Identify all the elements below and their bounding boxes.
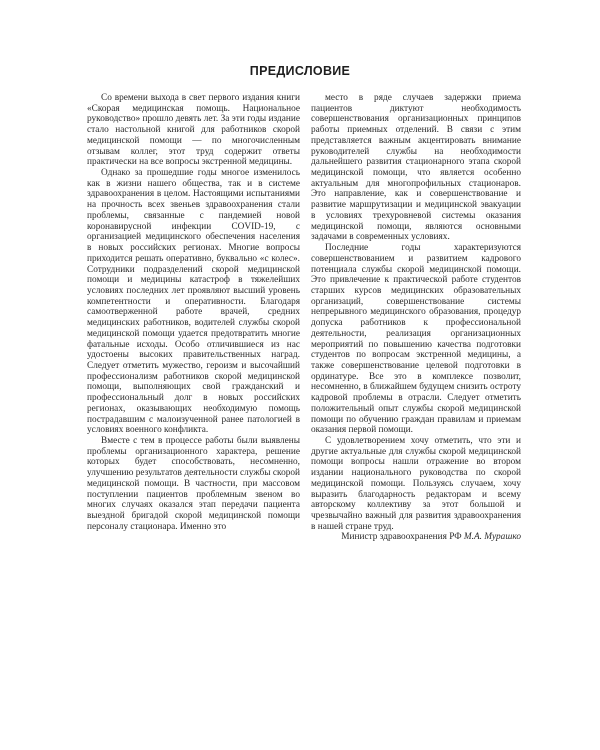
signature-name: М.А. Мурашко [463,532,521,543]
left-column [87,93,300,532]
page-title: ПРЕДИСЛОВИЕ [249,64,351,78]
paragraph: Со времени выхода в свет первого издания книги «Скорая медицинская помощь. Национальное руководство» прошло девять лет. За эти годы издание стало настольной книгой для работников скорой медицинской помощи — по многочисленным отзывам коллег, этот труд содержит ответы практически на все вопросы экстренной медицины. [87,93,300,168]
right-column [311,93,521,543]
paragraph: Однако за прошедшие годы многое изменилось как в жизни нашего общества, так и в системе здравоохранения в целом. Настоящими испытаниями на прочность всех звеньев здравоохранения стали проблемы, связанные с пандемией новой коронавирусной инфекции COVID-19, с организацией медицинского обеспечения населения в новых российских регионах. Многие вопросы приходится решать оперативно, буквально «с колес». Сотрудники подразделений скорой медицинской помощи и медицины катастроф в тяжелейших условиях последних лет проявляют высший уровень компетентности и оперативности. Благодаря самоотверженной работе врачей, средних медицинских работников, водителей службы скорой медицинской помощи удается предотвратить многие фатальные исходы. Особо отличившиеся из нас удостоены высоких правительственных наград. Следует отметить мужество, героизм и высочайший профессионализм работников скорой медицинской помощи, выполняющих свой гражданский и профессиональный долг в новых российских регионах, оказывающих необходимую помощь пострадавшим с малоизученной ранее патологией в условиях военного конфликта. [87,168,300,436]
paragraph: Последние годы характеризуются совершенствованием и развитием кадрового потенциала службы скорой медицинской помощи. Это привлечение к практической работе студентов старших курсов медицинских образовательных организаций, совершенствование системы непрерывного медицинского образования, процедур допуска работников к профессиональной деятельности, реализация организационных мероприятий по повышению качества подготовки студентов по вопросам экстренной медицины, а также совершенствование целевой подготовки в ординатуре. Все это в комплексе позволит, несомненно, в ближайшем будущем снизить остроту кадровой проблемы в отрасли. Следует отметить положительный опыт службы скорой медицинской помощи по обучению граждан правилам и приемам оказания первой помощи. [311,243,521,436]
paragraph: место в ряде случаев задержки приема пациентов диктуют необходимость совершенствования организационных принципов работы приемных отделений. В связи с этим представляется важным акцентировать внимание руководителей службы на необходимости дальнейшего развития стационарного этапа скорой медицинской помощи, что является особенно актуальным для многопрофильных стационаров. Это направление, как и совершенствование и развитие маршрутизации и медицинской эвакуации в условиях трехуровневой системы оказания медицинской помощи, являются основными задачами в современных условиях. [311,93,521,243]
signature-role: Министр здравоохранения РФ [341,532,462,543]
signature [311,532,521,543]
paragraph: Вместе с тем в процессе работы были выявлены проблемы организационного характера, решение которых будет способствовать, несомненно, улучшению результатов деятельности службы скорой медицинской помощи. В частности, при массовом поступлении пациентов проблемным звеном во многих случаях оказался этап передачи пациента выездной бригадой скорой медицинской помощи персоналу стационара. Именно это [87,436,300,532]
paragraph: С удовлетворением хочу отметить, что эти и другие актуальные для службы скорой медицинской помощи вопросы нашли отражение во втором издании национального руководства по скорой медицинской помощи. Пользуясь случаем, хочу выразить благодарность редакторам и всему авторскому коллективу за этот большой и чрезвычайно важный для развития здравоохранения в нашей стране труд. [311,436,521,532]
